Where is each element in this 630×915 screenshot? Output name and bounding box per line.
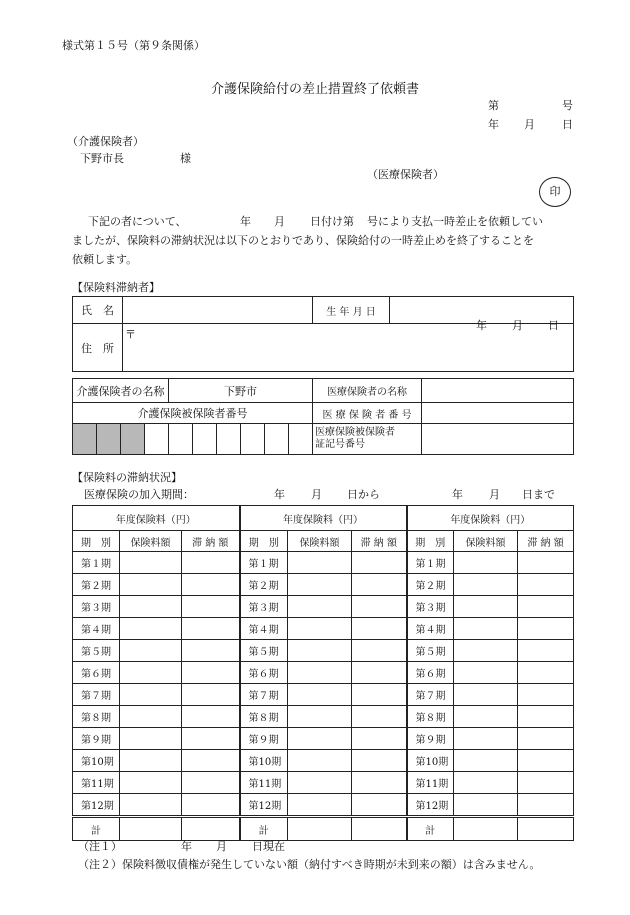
premium-amount-cell[interactable] — [454, 596, 518, 618]
period-row — [73, 618, 574, 640]
arrears-amount-cell[interactable] — [518, 552, 574, 574]
col-arrears: 滞 納 額 — [182, 531, 240, 552]
arrears-amount-cell[interactable] — [518, 728, 574, 750]
period-label: 第３期 — [240, 596, 288, 618]
insured-number-digit — [97, 424, 121, 455]
premium-amount-cell[interactable] — [288, 728, 352, 750]
premium-amount-cell[interactable] — [454, 684, 518, 706]
premium-amount-cell[interactable] — [120, 728, 182, 750]
section2-heading: 【保険料の滞納状況】 — [72, 471, 182, 484]
premium-amount-cell[interactable] — [288, 750, 352, 772]
from-year: 年 — [274, 488, 285, 501]
premium-amount-cell[interactable] — [120, 596, 182, 618]
period-label: 第10期 — [407, 750, 454, 772]
period-label: 第１期 — [407, 552, 454, 574]
arrears-amount-cell[interactable] — [518, 640, 574, 662]
medical-insured-label: 医療保険被保険者 証記号番号 — [313, 424, 422, 455]
arrears-amount-cell[interactable] — [182, 618, 240, 640]
period-label: 第４期 — [407, 618, 454, 640]
col-arrears: 滞 納 額 — [352, 531, 407, 552]
premium-amount-cell[interactable] — [454, 574, 518, 596]
arrears-amount-cell[interactable] — [352, 662, 407, 684]
premium-amount-cell[interactable] — [288, 596, 352, 618]
arrears-table — [72, 505, 574, 841]
premium-amount-cell[interactable] — [288, 772, 352, 794]
arrears-amount-cell[interactable] — [518, 706, 574, 728]
seal-mark: 印 — [539, 177, 571, 207]
period-label: 第10期 — [73, 750, 120, 772]
period-label: 第７期 — [407, 684, 454, 706]
body-line2: ましたが、保険料の滞納状況は以下のとおりであり、保険給付の一時差止めを終了することを — [72, 234, 534, 247]
to-year: 年 — [452, 488, 463, 501]
arrears-amount-cell[interactable] — [182, 772, 240, 794]
total-label: 計 — [73, 817, 120, 841]
insurer-name-label: 介護保険者の名称 — [73, 379, 169, 403]
arrears-amount-cell[interactable] — [352, 552, 407, 574]
form-number: 様式第１５号（第９条関係） — [62, 39, 205, 52]
name-label: 氏 名 — [73, 297, 123, 324]
premium-amount-cell[interactable] — [288, 552, 352, 574]
period-row — [73, 706, 574, 728]
period-row — [73, 596, 574, 618]
premium-amount-cell[interactable] — [288, 684, 352, 706]
total-amount[interactable] — [120, 817, 182, 841]
body-line1-c: 月 — [274, 215, 285, 228]
insured-number-digit[interactable] — [193, 424, 217, 455]
body-line1-a: 下記の者について、 — [88, 215, 187, 228]
period-label: 第２期 — [407, 574, 454, 596]
insured-number-digit — [73, 424, 97, 455]
birth-field[interactable] — [390, 297, 574, 332]
premium-amount-cell[interactable] — [454, 618, 518, 640]
period-label: 第１期 — [73, 552, 120, 574]
col-arrears: 滞 納 額 — [518, 531, 574, 552]
period-label: 第８期 — [73, 706, 120, 728]
birth-day: 日 — [548, 319, 559, 332]
arrears-amount-cell[interactable] — [352, 640, 407, 662]
from-month: 月 — [311, 488, 322, 501]
premium-amount-cell[interactable] — [120, 640, 182, 662]
note1-year: 年 — [181, 840, 192, 853]
arrears-amount-cell[interactable] — [352, 596, 407, 618]
address-label: 住 所 — [73, 324, 123, 372]
period-row — [73, 728, 574, 750]
premium-amount-cell[interactable] — [288, 706, 352, 728]
premium-amount-cell[interactable] — [120, 618, 182, 640]
period-label: 第５期 — [73, 640, 120, 662]
arrears-amount-cell[interactable] — [352, 684, 407, 706]
arrears-amount-cell[interactable] — [182, 574, 240, 596]
recipient-sama: 様 — [180, 152, 191, 165]
medical-insurer-name-label: 医療保険者の名称 — [313, 379, 422, 403]
premium-amount-cell[interactable] — [288, 618, 352, 640]
sender-label: （医療保険者） — [367, 168, 444, 181]
period-label: 第10期 — [240, 750, 288, 772]
premium-amount-cell[interactable] — [454, 552, 518, 574]
arrears-amount-cell[interactable] — [182, 662, 240, 684]
period-label: 第11期 — [73, 772, 120, 794]
col-amount: 保険料額 — [454, 531, 518, 552]
premium-amount-cell[interactable] — [120, 794, 182, 817]
doc-no-go: 号 — [562, 99, 573, 112]
period-label: 医療保険の加入期間： — [84, 488, 194, 501]
premium-amount-cell[interactable] — [454, 794, 518, 817]
insurer-name-value: 下野市 — [169, 379, 313, 403]
arrears-amount-cell[interactable] — [352, 574, 407, 596]
premium-amount-cell[interactable] — [120, 662, 182, 684]
date-day: 日 — [562, 118, 573, 131]
arrears-amount-cell[interactable] — [518, 596, 574, 618]
medical-insurer-number-label: 医 療 保 険 者 番 号 — [313, 403, 422, 424]
fiscal-header-2: 年度保険料（円） — [240, 506, 407, 531]
insured-number-label: 介護保険被保険者番号 — [73, 403, 313, 424]
arrears-amount-cell[interactable] — [518, 574, 574, 596]
period-row — [73, 794, 574, 817]
premium-amount-cell[interactable] — [288, 640, 352, 662]
premium-amount-cell[interactable] — [288, 574, 352, 596]
premium-amount-cell[interactable] — [120, 574, 182, 596]
premium-amount-cell[interactable] — [454, 640, 518, 662]
to-month: 月 — [489, 488, 500, 501]
period-label: 第６期 — [407, 662, 454, 684]
arrears-amount-cell[interactable] — [352, 750, 407, 772]
arrears-amount-cell[interactable] — [182, 750, 240, 772]
col-period: 期 別 — [73, 531, 120, 552]
premium-amount-cell[interactable] — [288, 794, 352, 817]
premium-amount-cell[interactable] — [120, 706, 182, 728]
medical-insurer-name-field[interactable] — [422, 379, 574, 403]
arrears-amount-cell[interactable] — [182, 596, 240, 618]
insurance-info-table — [72, 378, 574, 455]
address-field[interactable] — [123, 324, 574, 372]
period-row — [73, 684, 574, 706]
arrears-amount-cell[interactable] — [352, 794, 407, 817]
period-row — [73, 552, 574, 574]
arrears-amount-cell[interactable] — [352, 772, 407, 794]
premium-amount-cell[interactable] — [454, 750, 518, 772]
col-period: 期 別 — [240, 531, 288, 552]
fiscal-header-1: 年度保険料（円） — [73, 506, 240, 531]
col-amount: 保険料額 — [120, 531, 182, 552]
period-label: 第７期 — [73, 684, 120, 706]
body-line1-e: 号により支払一時差止を依頼してい — [367, 215, 543, 228]
arrears-amount-cell[interactable] — [182, 728, 240, 750]
period-label: 第９期 — [407, 728, 454, 750]
premium-amount-cell[interactable] — [288, 662, 352, 684]
premium-amount-cell[interactable] — [454, 772, 518, 794]
note1-month: 月 — [216, 840, 227, 853]
period-row — [73, 750, 574, 772]
insured-number-digit[interactable] — [289, 424, 313, 455]
medical-insurer-number-field[interactable] — [422, 403, 574, 424]
insured-number-digit[interactable] — [169, 424, 193, 455]
period-label: 第12期 — [240, 794, 288, 817]
period-label: 第１期 — [240, 552, 288, 574]
birth-month: 月 — [512, 319, 523, 332]
arrears-amount-cell[interactable] — [518, 750, 574, 772]
period-label: 第２期 — [240, 574, 288, 596]
name-field[interactable] — [123, 297, 313, 324]
period-label: 第６期 — [240, 662, 288, 684]
debtor-table — [72, 296, 574, 372]
period-label: 第４期 — [240, 618, 288, 640]
premium-amount-cell[interactable] — [120, 684, 182, 706]
arrears-amount-cell[interactable] — [518, 684, 574, 706]
period-label: 第12期 — [407, 794, 454, 817]
period-label: 第５期 — [240, 640, 288, 662]
arrears-amount-cell[interactable] — [182, 552, 240, 574]
period-row — [73, 640, 574, 662]
total-arrears[interactable] — [518, 817, 574, 841]
period-label: 第11期 — [407, 772, 454, 794]
period-label: 第11期 — [240, 772, 288, 794]
arrears-amount-cell[interactable] — [518, 794, 574, 817]
period-label: 第６期 — [73, 662, 120, 684]
arrears-amount-cell[interactable] — [518, 618, 574, 640]
document-title: 介護保険給付の差止措置終了依頼書 — [210, 82, 419, 97]
fiscal-header-3: 年度保険料（円） — [407, 506, 574, 531]
total-arrears[interactable] — [352, 817, 407, 841]
note2: （注２）保険料徴収債権が発生していない額（納付すべき時期が未到来の額）は含みません。 — [78, 858, 541, 871]
premium-amount-cell[interactable] — [454, 728, 518, 750]
recipient-name: 下野市長 — [80, 152, 124, 165]
period-row — [73, 662, 574, 684]
period-label: 第４期 — [73, 618, 120, 640]
period-label: 第９期 — [73, 728, 120, 750]
period-label: 第３期 — [407, 596, 454, 618]
body-line1-d: 日付け第 — [310, 215, 354, 228]
recipient-label: （介護保険者） — [67, 135, 144, 148]
date-year: 年 — [488, 118, 499, 131]
total-amount[interactable] — [288, 817, 352, 841]
to-suffix: 日まで — [522, 488, 555, 501]
total-arrears[interactable] — [182, 817, 240, 841]
insured-number-digit[interactable] — [145, 424, 169, 455]
premium-amount-cell[interactable] — [120, 750, 182, 772]
period-row — [73, 574, 574, 596]
body-line1-b: 年 — [240, 215, 251, 228]
arrears-amount-cell[interactable] — [352, 618, 407, 640]
period-label: 第８期 — [240, 706, 288, 728]
period-label: 第９期 — [240, 728, 288, 750]
period-label: 第８期 — [407, 706, 454, 728]
insured-number-digit — [121, 424, 145, 455]
arrears-amount-cell[interactable] — [182, 640, 240, 662]
medical-insured-field[interactable] — [422, 424, 574, 455]
body-line3: 依頼します。 — [72, 253, 138, 266]
postal-mark: 〒 — [125, 328, 136, 341]
premium-amount-cell[interactable] — [454, 706, 518, 728]
period-row — [73, 772, 574, 794]
period-label: 第５期 — [407, 640, 454, 662]
premium-amount-cell[interactable] — [454, 662, 518, 684]
from-suffix: 日から — [347, 488, 380, 501]
arrears-amount-cell[interactable] — [182, 706, 240, 728]
birth-year: 年 — [476, 319, 487, 332]
arrears-amount-cell[interactable] — [352, 728, 407, 750]
arrears-amount-cell[interactable] — [518, 772, 574, 794]
total-label: 計 — [407, 817, 454, 841]
arrears-amount-cell[interactable] — [518, 662, 574, 684]
date-month: 月 — [524, 118, 535, 131]
birth-label: 生 年 月 日 — [313, 297, 390, 324]
period-label: 第３期 — [73, 596, 120, 618]
section1-heading: 【保険料滞納者】 — [72, 281, 160, 294]
doc-no-dai: 第 — [488, 99, 499, 112]
note1-label: （注１） — [78, 840, 122, 853]
premium-amount-cell[interactable] — [120, 552, 182, 574]
total-label: 計 — [240, 817, 288, 841]
period-label: 第７期 — [240, 684, 288, 706]
arrears-amount-cell[interactable] — [352, 706, 407, 728]
total-amount[interactable] — [454, 817, 518, 841]
arrears-amount-cell[interactable] — [182, 794, 240, 817]
period-label: 第２期 — [73, 574, 120, 596]
note1-suffix: 日現在 — [252, 840, 285, 853]
insured-number-digit[interactable] — [265, 424, 289, 455]
insured-number-digit[interactable] — [241, 424, 265, 455]
col-amount: 保険料額 — [288, 531, 352, 552]
premium-amount-cell[interactable] — [120, 772, 182, 794]
col-period: 期 別 — [407, 531, 454, 552]
arrears-amount-cell[interactable] — [182, 684, 240, 706]
insured-number-digit[interactable] — [217, 424, 241, 455]
period-label: 第12期 — [73, 794, 120, 817]
